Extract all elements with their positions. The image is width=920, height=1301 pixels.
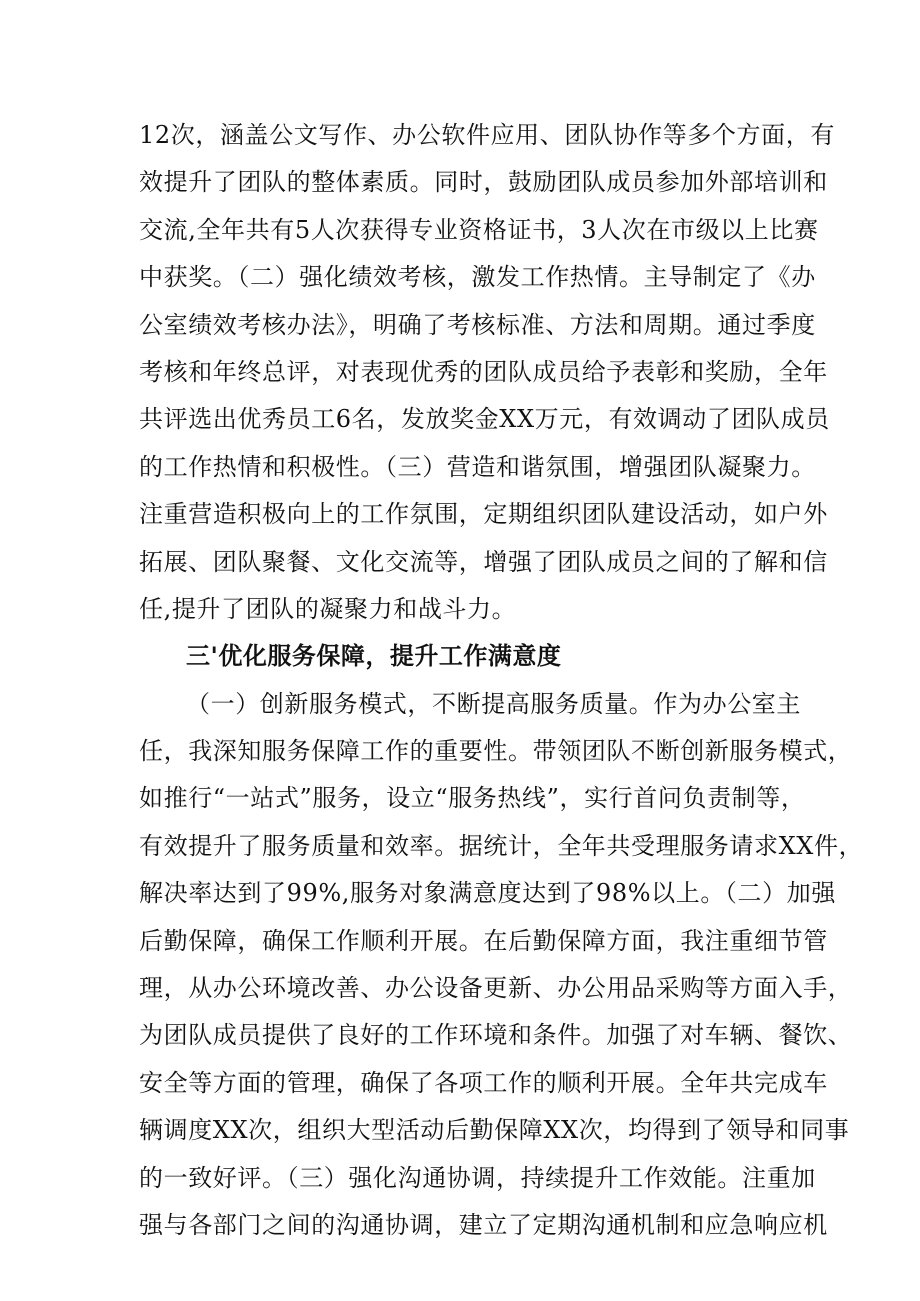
text-line: 共评选出优秀员工6名，发放奖金XX万元，有效调动了团队成员: [139, 405, 830, 434]
text-line: 的一致好评。（三）强化沟通协调，持续提升工作效能。注重加: [139, 1163, 816, 1192]
paragraph-team-building: [139, 112, 835, 633]
section-heading: 三'优化服务保障，提升工作满意度: [186, 642, 562, 671]
text-line: 为团队成员提供了良好的工作环境和条件。加强了对车辆、餐饮、: [139, 1021, 853, 1050]
text-line: 任，我深知服务保障工作的重要性。带领团队不断创新服务模式，: [139, 737, 853, 766]
document-body: [139, 112, 864, 1249]
text-line: 辆调度XX次，组织大型活动后勤保障XX次，均得到了领导和同事: [139, 1116, 850, 1145]
text-line: 理，从办公环境改善、办公设备更新、办公用品采购等方面入手，: [139, 974, 853, 1003]
text-line: 解决率达到了99%,服务对象满意度达到了98%以上。（二）加强: [139, 879, 836, 908]
paragraph-service-support: [139, 681, 864, 1250]
text-line: 考核和年终总评，对表现优秀的团队成员给予表彰和奖励，全年: [139, 357, 828, 386]
text-line: （一）创新服务模式，不断提高服务质量。作为办公室主: [186, 689, 801, 718]
text-line: 交流,全年共有5人次获得专业资格证书，3人次在市级以上比赛: [139, 215, 819, 244]
text-line: 注重营造积极向上的工作氛围，定期组织团队建设活动，如户外: [139, 500, 828, 529]
text-line: 如推行“一站式”服务，设立“服务热线”，实行首问负责制等，: [139, 784, 806, 813]
text-line: 的工作热情和积极性。（三）营造和谐氛围，增强团队凝聚力。: [139, 452, 816, 481]
text-line: 拓展、团队聚餐、文化交流等，增强了团队成员之间的了解和信: [139, 547, 828, 576]
text-line: 公室绩效考核办法》，明确了考核标准、方法和周期。通过季度: [139, 310, 816, 339]
text-line: 12次，涵盖公文写作、办公软件应用、团队协作等多个方面，有: [139, 121, 835, 149]
text-line: 中获奖。（二）强化绩效考核，激发工作热情。主导制定了《办: [139, 263, 816, 292]
text-line: 任,提升了团队的凝聚力和战斗力。: [139, 594, 517, 623]
text-line: 有效提升了服务质量和效率。据统计，全年共受理服务请求XX件，: [139, 831, 864, 860]
text-line: 强与各部门之间的沟通协调，建立了定期沟通机制和应急响应机: [139, 1210, 828, 1239]
text-line: 效提升了团队的整体素质。同时，鼓励团队成员参加外部培训和: [139, 168, 828, 197]
text-line: 安全等方面的管理，确保了各项工作的顺利开展。全年共完成车: [139, 1068, 828, 1097]
text-line: 后勤保障，确保工作顺利开展。在后勤保障方面，我注重细节管: [139, 926, 828, 955]
